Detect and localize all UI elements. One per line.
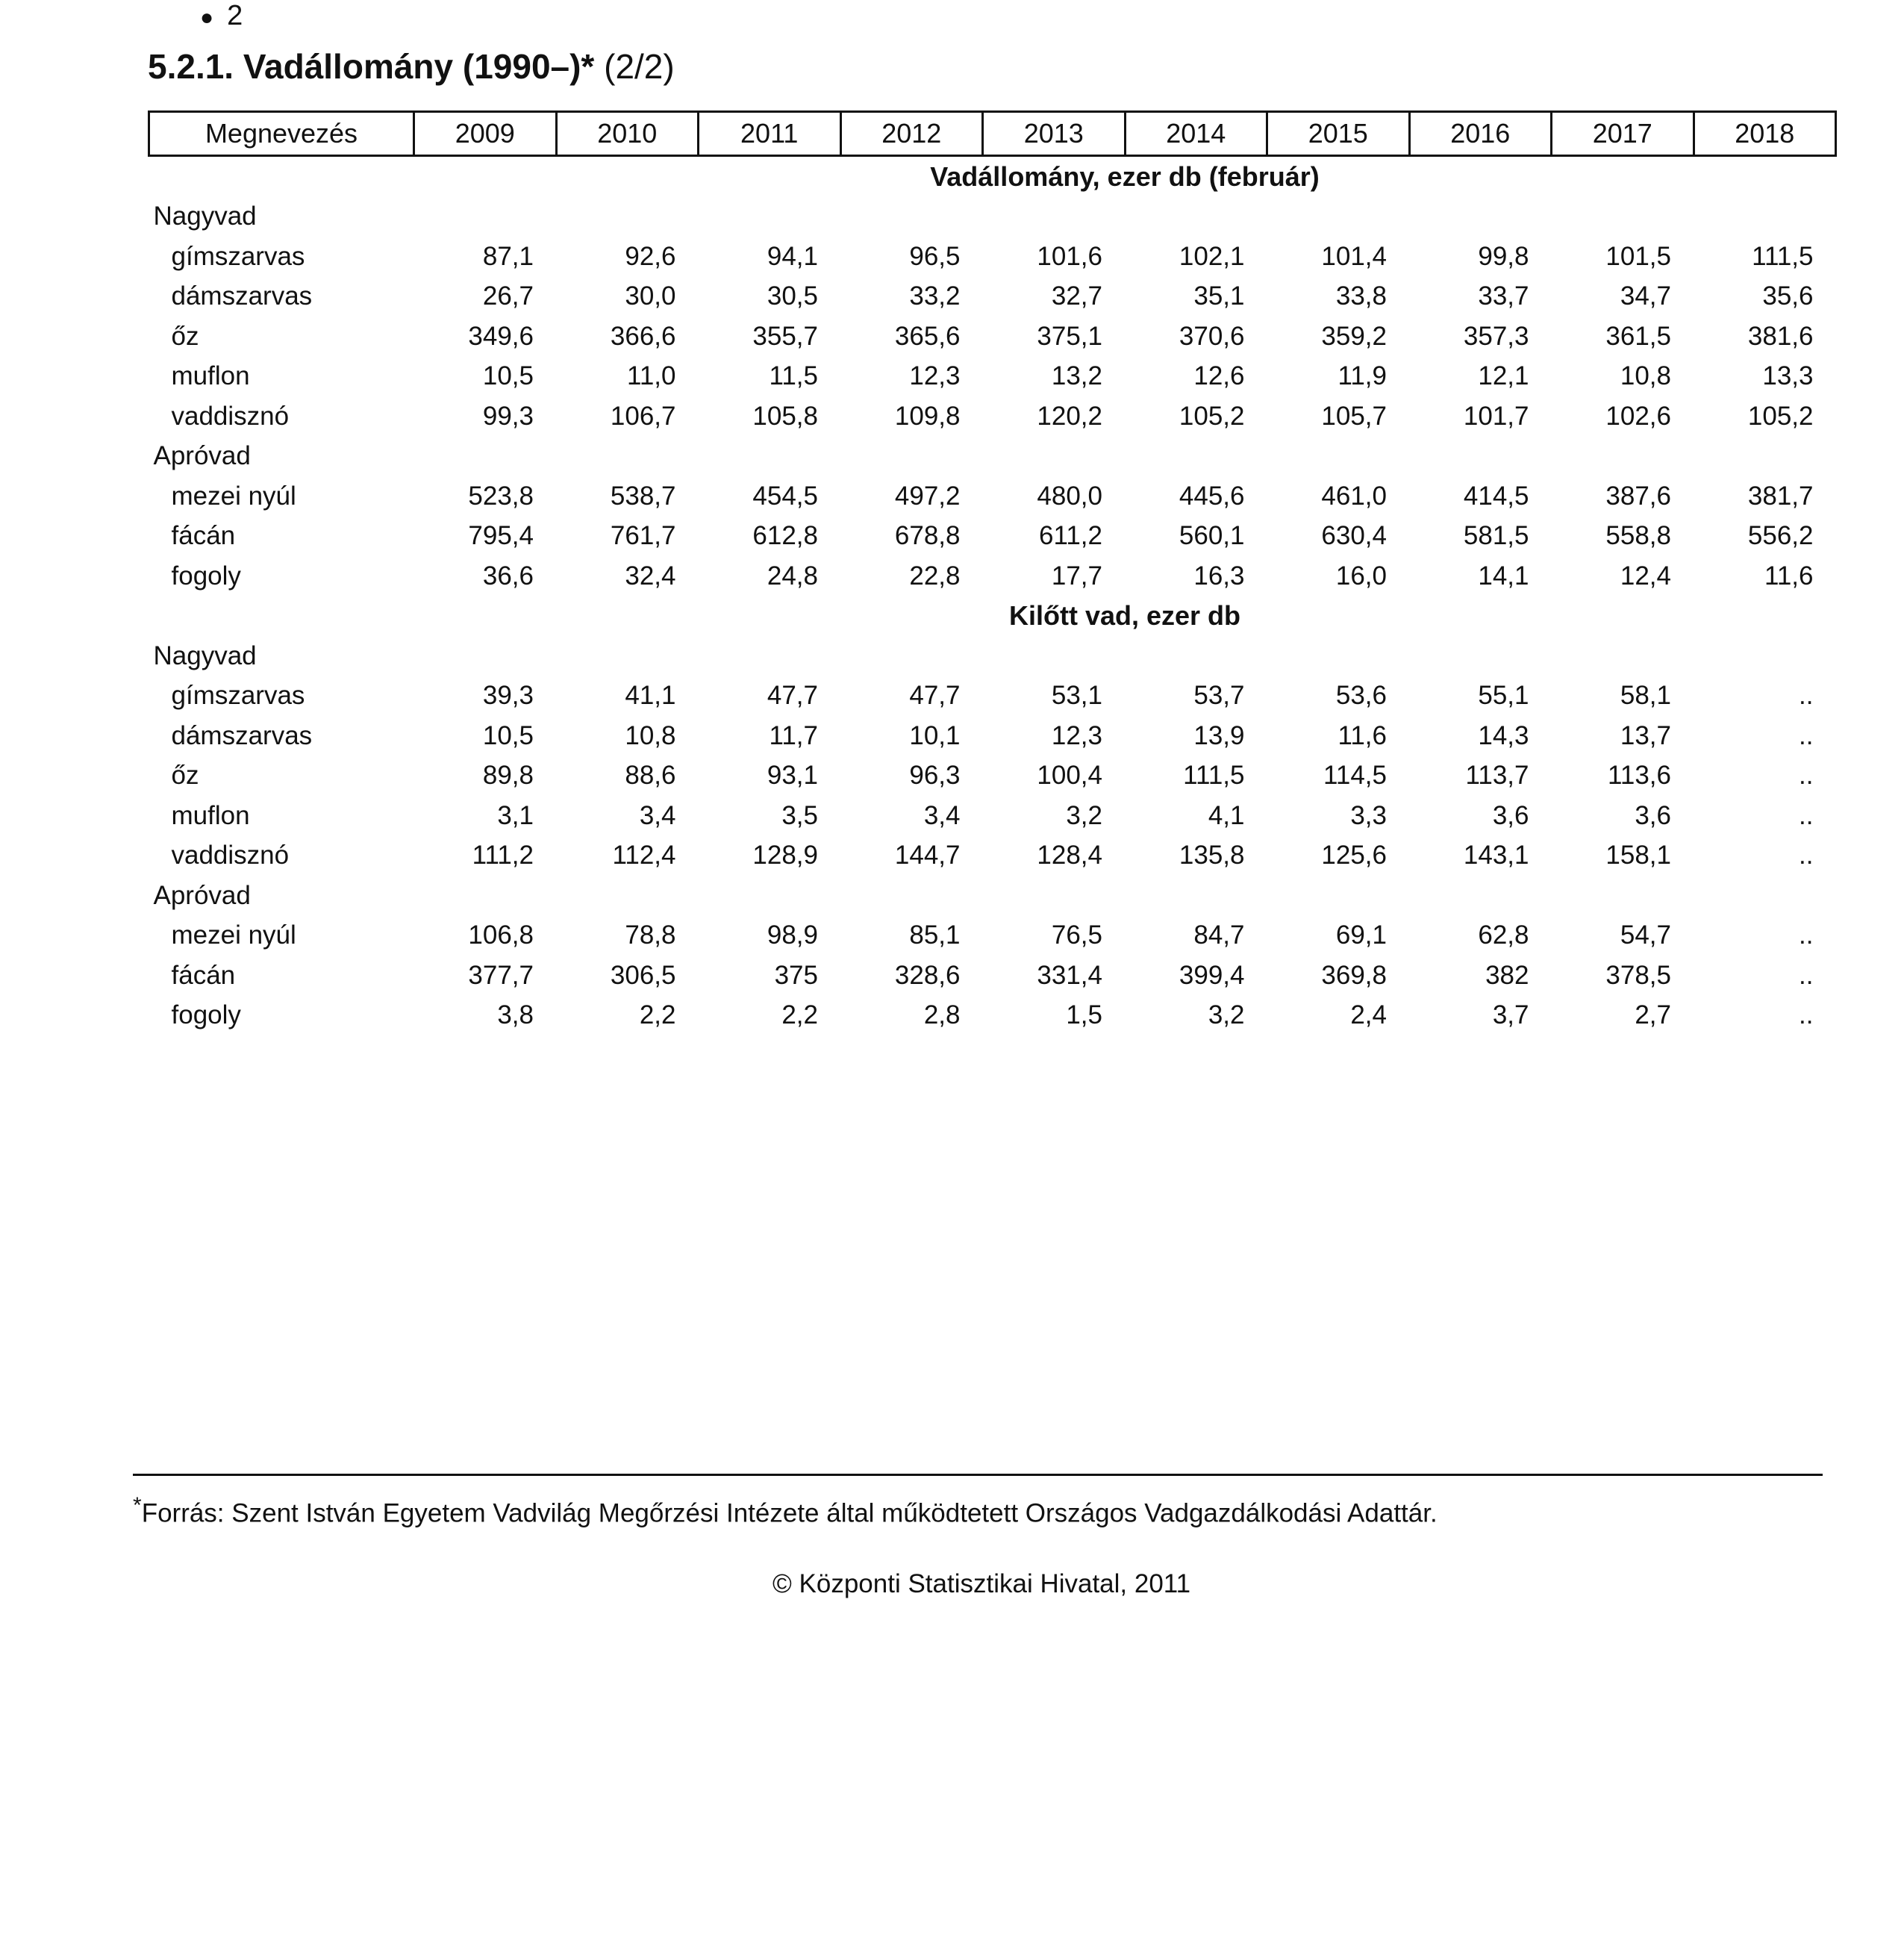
table-cell: ..	[1799, 720, 1814, 750]
group-label: Nagyvad	[153, 202, 257, 231]
table-cell: 10,1	[909, 720, 961, 750]
table-cell: 14,3	[1478, 720, 1529, 750]
table-cell: 113,7	[1465, 761, 1529, 791]
group-row	[149, 876, 1836, 916]
table-cell: 11,5	[769, 361, 818, 391]
table-cell: 92,6	[625, 241, 676, 271]
table-cell: 16,0	[1335, 561, 1387, 591]
table-cell: 24,8	[767, 561, 818, 591]
header-year: 2018	[1694, 112, 1836, 156]
table-row	[149, 277, 1836, 317]
table-cell: 445,6	[1179, 481, 1245, 511]
row-label: fogoly	[171, 561, 241, 591]
table-cell: ..	[1799, 1000, 1814, 1030]
table-cell: 523,8	[468, 481, 534, 511]
footnote-text: Forrás: Szent István Egyetem Vadvilág Megőrzési Intézete által működtetett Országos Vadgazdálkodási Adattár.	[141, 1498, 1438, 1528]
table-cell: 69,1	[1335, 920, 1387, 950]
table-cell: 3,8	[497, 1000, 534, 1030]
table-cell: 461,0	[1321, 481, 1387, 511]
table-cell: 47,7	[767, 681, 818, 711]
bullet-icon: ●	[200, 5, 214, 30]
table-cell: 366,6	[610, 321, 676, 351]
table-cell: 10,8	[625, 720, 676, 750]
row-label: mezei nyúl	[171, 920, 296, 950]
table-cell: 381,7	[1747, 481, 1814, 511]
table-cell: 4,1	[1208, 800, 1245, 830]
table-cell: 55,1	[1478, 681, 1529, 711]
table-cell: 361,5	[1605, 321, 1671, 351]
table-cell: 3,4	[639, 800, 676, 830]
table-cell: 98,9	[767, 920, 818, 950]
table-cell: 3,3	[1350, 800, 1387, 830]
table-cell: 630,4	[1321, 521, 1387, 551]
row-label: vaddisznó	[171, 841, 290, 870]
row-label: mezei nyúl	[171, 481, 296, 511]
row-label: fogoly	[171, 1000, 241, 1030]
header-year: 2009	[414, 112, 557, 156]
table-cell: ..	[1799, 841, 1814, 870]
table-cell: 41,1	[625, 681, 676, 711]
table-cell: 32,7	[1051, 281, 1102, 311]
table-cell: 13,3	[1762, 361, 1814, 391]
table-cell: 99,8	[1478, 241, 1529, 271]
table-cell: 101,5	[1605, 241, 1671, 271]
table-cell: 381,6	[1747, 321, 1814, 351]
table-cell: 2,7	[1635, 1000, 1671, 1030]
table-cell: 11,7	[769, 720, 818, 750]
table-cell: 53,6	[1335, 681, 1387, 711]
row-label: muflon	[171, 361, 250, 391]
table-cell: 105,2	[1179, 401, 1245, 431]
header-year: 2012	[840, 112, 983, 156]
table-cell: 26,7	[482, 281, 534, 311]
table-cell: ..	[1799, 761, 1814, 791]
table-cell: 375	[774, 960, 818, 990]
table-cell: 2,8	[923, 1000, 961, 1030]
table-cell: 36,6	[482, 561, 534, 591]
table-cell: 12,3	[1051, 720, 1102, 750]
table-cell: 109,8	[894, 401, 961, 431]
group-label: Apróvad	[153, 880, 251, 910]
table-cell: 125,6	[1321, 841, 1387, 870]
table-cell: 3,6	[1492, 800, 1529, 830]
table-row	[149, 916, 1836, 956]
table-cell: 30,0	[625, 281, 676, 311]
header-year: 2013	[983, 112, 1126, 156]
table-cell: 12,3	[909, 361, 961, 391]
table-cell: 3,5	[781, 800, 818, 830]
table-cell: 13,9	[1193, 720, 1245, 750]
section-title: Vadállomány, ezer db (február)	[930, 161, 1320, 192]
header-year: 2017	[1552, 112, 1694, 156]
table-cell: 10,5	[482, 720, 534, 750]
table-cell: ..	[1799, 920, 1814, 950]
table-cell: 32,4	[625, 561, 676, 591]
footnote-mark: *	[133, 1493, 142, 1518]
header-year: 2011	[699, 112, 841, 156]
table-cell: 399,4	[1179, 960, 1245, 990]
table-cell: 105,2	[1747, 401, 1814, 431]
page-number-text: 2	[227, 0, 243, 31]
table-row	[149, 716, 1836, 756]
table-cell: 355,7	[752, 321, 818, 351]
table-cell: 143,1	[1463, 841, 1529, 870]
table-cell: 76,5	[1051, 920, 1102, 950]
table-cell: 11,0	[626, 361, 676, 391]
table-cell: 113,6	[1608, 761, 1671, 791]
table-cell: 53,1	[1051, 681, 1102, 711]
table-cell: 761,7	[610, 521, 676, 551]
row-label: gímszarvas	[171, 681, 305, 711]
table-row	[149, 756, 1836, 797]
footnote-rule	[133, 1474, 1823, 1476]
table-cell: 39,3	[482, 681, 534, 711]
table-cell: 53,7	[1193, 681, 1245, 711]
table-cell: 357,3	[1463, 321, 1529, 351]
group-row	[149, 437, 1836, 477]
row-label: dámszarvas	[171, 720, 313, 750]
table-cell: 135,8	[1179, 841, 1245, 870]
table-row	[149, 556, 1836, 596]
row-label: fácán	[171, 960, 236, 990]
table-cell: 47,7	[909, 681, 961, 711]
footnote	[133, 1493, 1438, 1529]
table-cell: 88,6	[625, 761, 676, 791]
table-cell: 33,7	[1478, 281, 1529, 311]
table-cell: 480,0	[1037, 481, 1102, 511]
table-cell: 158,1	[1605, 841, 1671, 870]
table-cell: 106,7	[610, 401, 676, 431]
table-cell: 102,1	[1179, 241, 1245, 271]
table-cell: 328,6	[894, 960, 961, 990]
table-cell: 12,4	[1620, 561, 1671, 591]
table-cell: 556,2	[1747, 521, 1814, 551]
table-cell: 62,8	[1478, 920, 1529, 950]
table-cell: 375,1	[1037, 321, 1102, 351]
table-cell: 35,1	[1193, 281, 1245, 311]
table-cell: 611,2	[1039, 521, 1102, 551]
table-cell: 54,7	[1620, 920, 1671, 950]
table-cell: 94,1	[767, 241, 818, 271]
table-cell: 16,3	[1193, 561, 1245, 591]
group-row	[149, 197, 1836, 237]
table-header-row	[149, 112, 1836, 156]
table-cell: 365,6	[894, 321, 961, 351]
table-cell: 101,6	[1037, 241, 1102, 271]
table-cell: 414,5	[1463, 481, 1529, 511]
table-cell: 144,7	[894, 841, 961, 870]
table-cell: 87,1	[482, 241, 534, 271]
table-cell: 11,6	[1764, 561, 1814, 591]
header-year: 2016	[1409, 112, 1552, 156]
table-cell: 359,2	[1321, 321, 1387, 351]
table-cell: 1,5	[1066, 1000, 1102, 1030]
table-cell: 14,1	[1478, 561, 1529, 591]
table-cell: 678,8	[894, 521, 961, 551]
table-cell: 3,4	[923, 800, 961, 830]
table-cell: 114,5	[1323, 761, 1387, 791]
group-label: Nagyvad	[153, 641, 257, 670]
table-cell: 3,2	[1208, 1000, 1245, 1030]
row-label: őz	[171, 321, 199, 351]
table-cell: 17,7	[1051, 561, 1102, 591]
header-year: 2010	[556, 112, 699, 156]
table-cell: 30,5	[767, 281, 818, 311]
table-cell: 112,4	[612, 841, 676, 870]
table-cell: 96,3	[909, 761, 961, 791]
table-row	[149, 796, 1836, 836]
table-cell: 331,4	[1037, 960, 1102, 990]
table-cell: 13,7	[1620, 720, 1671, 750]
group-row	[149, 636, 1836, 676]
table-title-part: (2/2)	[604, 47, 675, 86]
table-cell: 2,2	[781, 1000, 818, 1030]
section-row	[149, 596, 1836, 637]
table-cell: 306,5	[610, 960, 676, 990]
table-cell: 349,6	[468, 321, 534, 351]
page-number	[200, 0, 243, 32]
table-row	[149, 996, 1836, 1036]
table-row	[149, 836, 1836, 876]
table-row	[149, 517, 1836, 557]
table-cell: 33,2	[909, 281, 961, 311]
row-label: gímszarvas	[171, 241, 305, 271]
table-cell: 84,7	[1193, 920, 1245, 950]
table-cell: 370,6	[1179, 321, 1245, 351]
table-cell: 377,7	[468, 960, 534, 990]
table-cell: 99,3	[482, 401, 534, 431]
table-row	[149, 237, 1836, 277]
table-cell: 96,5	[909, 241, 961, 271]
data-table	[148, 110, 1837, 1035]
table-row	[149, 956, 1836, 996]
table-cell: 3,1	[497, 800, 534, 830]
table-cell: 378,5	[1605, 960, 1671, 990]
table-cell: 369,8	[1321, 960, 1387, 990]
table-cell: 387,6	[1605, 481, 1671, 511]
table-cell: 111,5	[1183, 761, 1245, 791]
table-cell: 106,8	[468, 920, 534, 950]
table-cell: 100,4	[1037, 761, 1102, 791]
table-cell: 105,7	[1321, 401, 1387, 431]
table-cell: 558,8	[1605, 521, 1671, 551]
table-cell: 22,8	[909, 561, 961, 591]
table-cell: 538,7	[610, 481, 676, 511]
table-cell: 3,7	[1492, 1000, 1529, 1030]
table-row	[149, 676, 1836, 717]
row-label: vaddisznó	[171, 401, 290, 431]
table-cell: 11,9	[1338, 361, 1387, 391]
table-title-main: 5.2.1. Vadállomány (1990–)*	[148, 47, 595, 86]
table-cell: 33,8	[1335, 281, 1387, 311]
table-cell: 58,1	[1620, 681, 1671, 711]
copyright: © Központi Statisztikai Hivatal, 2011	[772, 1569, 1191, 1598]
table-cell: 12,1	[1478, 361, 1529, 391]
row-label: őz	[171, 761, 199, 791]
table-cell: 93,1	[767, 761, 818, 791]
table-cell: 111,2	[472, 841, 534, 870]
header-label: Megnevezés	[149, 112, 414, 156]
table-cell: 128,4	[1037, 841, 1102, 870]
row-label: fácán	[171, 521, 236, 551]
table-cell: 10,8	[1620, 361, 1671, 391]
table-cell: 560,1	[1179, 521, 1245, 551]
table-cell: 454,5	[752, 481, 818, 511]
table-cell: 2,4	[1350, 1000, 1387, 1030]
table-cell: 111,5	[1752, 241, 1814, 271]
table-row	[149, 396, 1836, 437]
section-row	[149, 156, 1836, 197]
table-row	[149, 357, 1836, 397]
table-cell: 101,4	[1321, 241, 1387, 271]
table-cell: 3,6	[1635, 800, 1671, 830]
header-year: 2014	[1125, 112, 1267, 156]
row-label: muflon	[171, 800, 250, 830]
table-cell: 497,2	[894, 481, 961, 511]
table-cell: 382	[1485, 960, 1529, 990]
table-cell: 2,2	[639, 1000, 676, 1030]
table-cell: 11,6	[1338, 720, 1387, 750]
table-cell: 35,6	[1762, 281, 1814, 311]
table-cell: 101,7	[1463, 401, 1529, 431]
row-label: dámszarvas	[171, 281, 313, 311]
table-cell: 3,2	[1066, 800, 1102, 830]
table-row	[149, 476, 1836, 517]
table-row	[149, 317, 1836, 357]
table-cell: 581,5	[1463, 521, 1529, 551]
table-cell: 78,8	[625, 920, 676, 950]
table-body	[149, 156, 1836, 1036]
table-cell: 105,8	[752, 401, 818, 431]
table-cell: 12,6	[1193, 361, 1245, 391]
table-cell: ..	[1799, 800, 1814, 830]
table-cell: 34,7	[1620, 281, 1671, 311]
table-cell: ..	[1799, 960, 1814, 990]
table-cell: 10,5	[482, 361, 534, 391]
table-cell: 13,2	[1051, 361, 1102, 391]
table-cell: 85,1	[909, 920, 961, 950]
table-cell: 128,9	[752, 841, 818, 870]
table-cell: 89,8	[482, 761, 534, 791]
table-cell: ..	[1799, 681, 1814, 711]
table-cell: 612,8	[752, 521, 818, 551]
table-cell: 102,6	[1605, 401, 1671, 431]
group-label: Apróvad	[153, 441, 251, 471]
section-title: Kilőtt vad, ezer db	[1008, 600, 1241, 632]
table-cell: 120,2	[1037, 401, 1102, 431]
header-year: 2015	[1267, 112, 1410, 156]
table-cell: 795,4	[468, 521, 534, 551]
table-title	[148, 46, 675, 87]
